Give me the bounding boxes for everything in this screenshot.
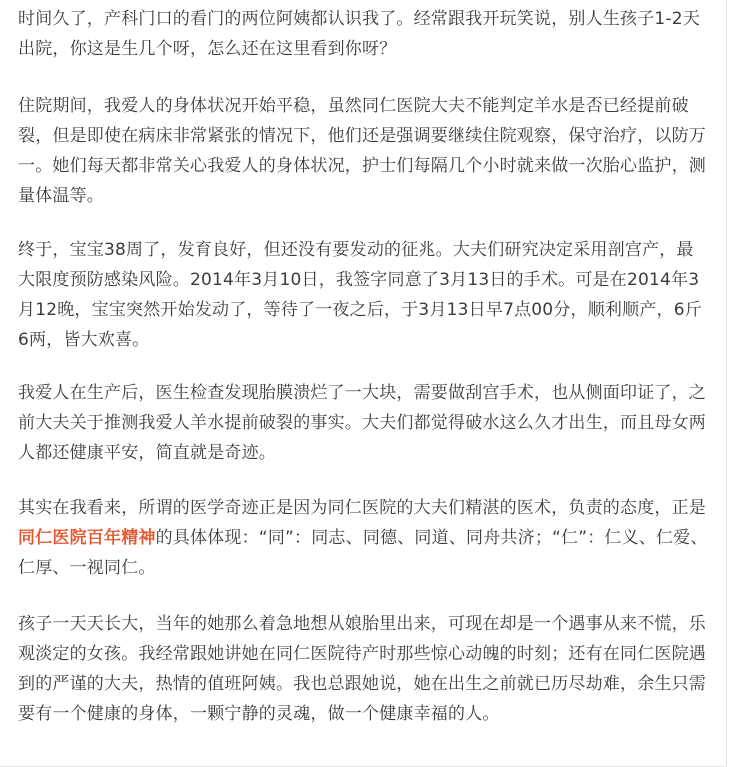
paragraph-6: 孩子一天天长大，当年的她那么着急地想从娘胎里出来，可现在却是一个遇事从来不慌，乐观淡定的女孩。我经常跟她讲她在同仁医院待产时那些惊心动魄的时刻；还有在同仁医院遇到的严谨的大夫，热情的值班阿姨。我也总跟她说，她在出生之前就已历尽劫难，余生只需要有一个健康的身体，一颗宁静的灵魂，做一个健康幸福的人。 [18, 614, 706, 724]
paragraph-4: 我爱人在生产后，医生检查发现胎膜溃烂了一大块，需要做刮宫手术，也从侧面印证了，之前大夫关于推测我爱人羊水提前破裂的事实。大夫们都觉得破水这么久才出生，而且母女两人都还健康平安，简直就是奇迹。 [18, 383, 706, 463]
paragraph-5-text-after: 的具体体现：“同”：同志、同德、同道、同舟共济；“仁”：仁义、仁爱、仁厚、一视同仁。 [18, 528, 708, 578]
paragraph-1: 时间久了，产科门口的看门的两位阿姨都认识我了。经常跟我开玩笑说，别人生孩子1-2天出院，你这是生几个呀，怎么还在这里看到你呀？ [18, 9, 700, 59]
paragraph-2: 住院期间，我爱人的身体状况开始平稳，虽然同仁医院大夫不能判定羊水是否已经提前破裂，但是即使在病床非常紧张的情况下，他们还是强调要继续住院观察，保守治疗，以防万一。她们每天都非常关心我爱人的身体状况，护士们每隔几个小时就来做一次胎心监护，测量体温等。 [18, 96, 706, 206]
paragraph-3: 终于，宝宝38周了，发育良好，但还没有要发动的征兆。大夫们研究决定采用剖宫产，最大限度预防感染风险。2014年3月10日，我签字同意了3月13日的手术。可是在2014年3月12晚，宝宝突然开始发动了，等待了一夜之后，于3月13日早7点00分，顺利顺产，6斤6两，皆大欢喜。 [18, 240, 702, 350]
highlight-phrase: 同仁医院百年精神 [18, 528, 156, 548]
paragraph-5 [18, 493, 708, 583]
paragraph-5-text-before: 其实在我看来，所谓的医学奇迹正是因为同仁医院的大夫们精湛的医术，负责的态度，正是 [18, 498, 706, 518]
